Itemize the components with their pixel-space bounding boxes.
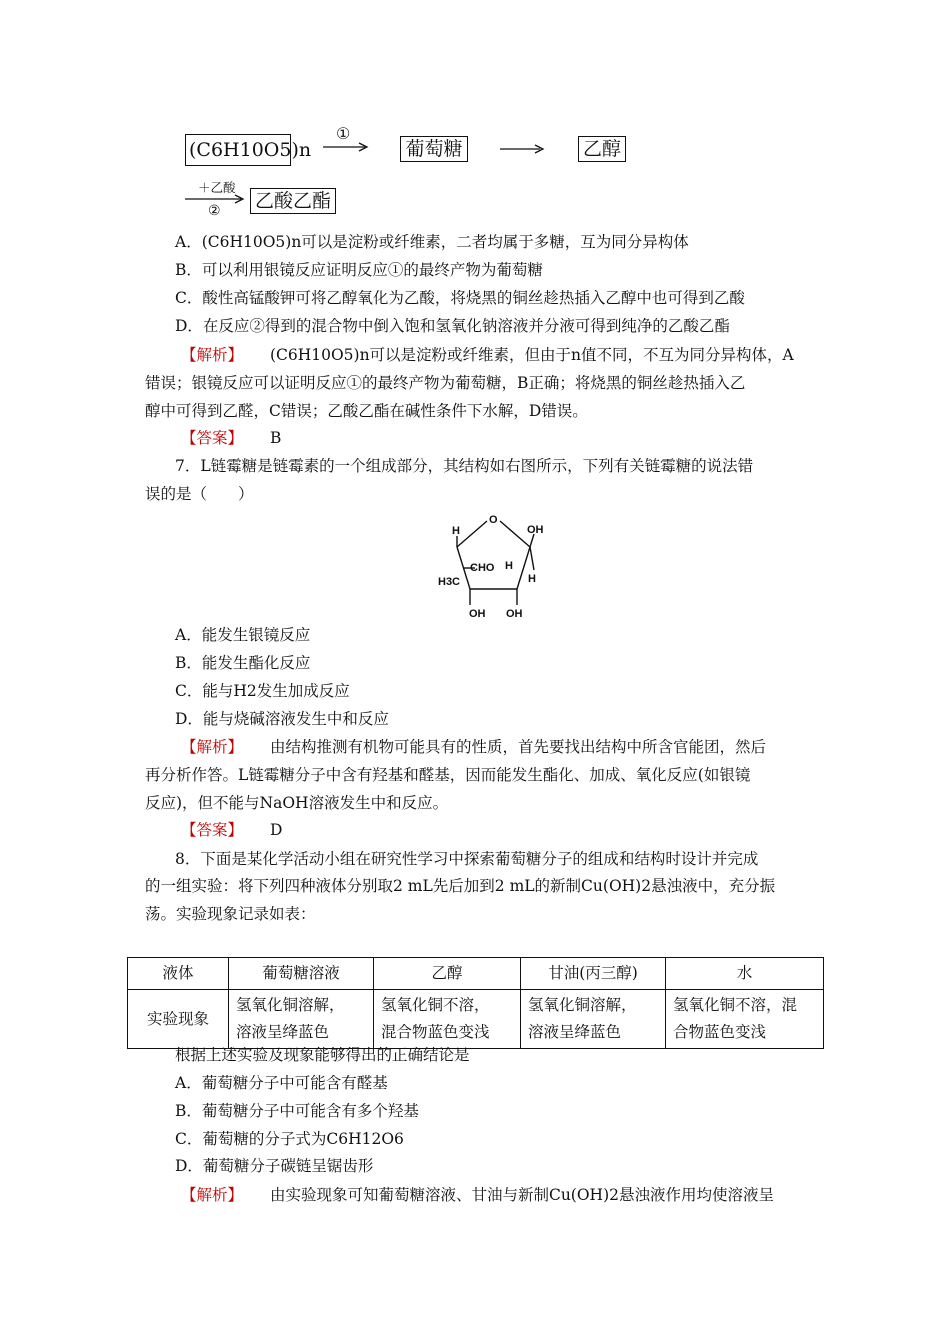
- q7-analysis-line-1: [181, 733, 766, 761]
- q7-analysis-text-1: 由结构推测有机物可能具有的性质，首先要找出结构中所含官能团，然后: [269, 738, 766, 756]
- table-cell: [666, 990, 824, 1049]
- ethanol-label: 乙醇: [582, 138, 621, 160]
- q7-stem-line-1: 7．L链霉糖是链霉素的一个组成部分，其结构如右图所示，下列有关链霉糖的说法错: [175, 457, 754, 475]
- q7-analysis-tag: 【解析】: [181, 738, 244, 756]
- table-cell: [229, 990, 374, 1049]
- q7-answer-line: [181, 816, 282, 844]
- oh-label-1: OH: [527, 524, 544, 536]
- cell-line: 合物蓝色变浅: [673, 1023, 767, 1041]
- q6-analysis-text-1: (C6H10O5)n可以是淀粉或纤维素，但由于n值不同，不互为同分异构体，A: [269, 346, 794, 364]
- q6-answer-line: [181, 424, 281, 452]
- experiment-table: [127, 957, 824, 1049]
- q7-answer: D: [269, 821, 283, 839]
- q7-stem-line-2: 误的是（ ）: [145, 485, 254, 503]
- q7-option-d: D．能与烧碱溶液发生中和反应: [175, 710, 389, 728]
- reactant-box: [185, 134, 312, 166]
- cell-line: 氢氧化铜溶解，: [528, 996, 637, 1014]
- streptose-structure: [430, 508, 560, 620]
- cell-line: 溶液呈绛蓝色: [528, 1023, 622, 1041]
- q7-answer-tag: 【答案】: [181, 821, 244, 839]
- ring-oxygen: O: [489, 514, 498, 526]
- q8-option-b: B．葡萄糖分子中可能含有多个羟基: [175, 1102, 419, 1120]
- q8-stem-line-1: 8．下面是某化学活动小组在研究性学习中探索葡萄糖分子的组成和结构时设计并完成: [175, 850, 759, 868]
- step2-reagent: ＋乙酸: [198, 180, 236, 195]
- glucose-box: [400, 136, 468, 162]
- q8-analysis-text: 由实验现象可知葡萄糖溶液、甘油与新制Cu(OH)2悬浊液作用均使溶液呈: [269, 1186, 774, 1204]
- cell-line: 氢氧化铜不溶，混: [673, 996, 798, 1014]
- q7-option-a: A．能发生银镜反应: [175, 626, 311, 644]
- q6-analysis-line-3: 醇中可得到乙醛，C错误；乙酸乙酯在碱性条件下水解，D错误。: [145, 402, 588, 420]
- q8-option-c: C．葡萄糖的分子式为C6H12O6: [175, 1130, 404, 1148]
- table-header-cell: 液体: [128, 958, 229, 990]
- cell-line: 氢氧化铜溶解，: [236, 996, 345, 1014]
- table-cell: [521, 990, 666, 1049]
- h-label-3: H: [528, 573, 536, 585]
- table-row: [128, 990, 824, 1049]
- q7-analysis-line-3: 反应)，但不能与NaOH溶液发生中和反应。: [145, 794, 449, 812]
- reactant-formula: (C6H10O5)n: [189, 139, 312, 161]
- q8-analysis-line-1: [181, 1181, 774, 1209]
- table-header-cell: 水: [666, 958, 824, 990]
- table-header-row: [128, 958, 824, 990]
- q8-stem-line-3: 荡。实验现象记录如表：: [145, 905, 316, 923]
- h3c-label: H3C: [438, 576, 461, 588]
- q7-option-c: C．能与H2发生加成反应: [175, 682, 350, 700]
- q8-conclusion: 根据上述实验及现象能够得出的正确结论是: [175, 1046, 470, 1064]
- q6-option-a: A．(C6H10O5)n可以是淀粉或纤维素，二者均属于多糖，互为同分异构体: [175, 233, 689, 251]
- h-label-1: H: [452, 525, 460, 537]
- table-header-cell: 葡萄糖溶液: [229, 958, 374, 990]
- q6-analysis-line-2: 错误；银镜反应可以证明反应①的最终产物为葡萄糖，B正确；将烧黑的铜丝趁热插入乙: [145, 374, 746, 392]
- q8-analysis-tag: 【解析】: [181, 1186, 244, 1204]
- cell-line: 溶液呈绛蓝色: [236, 1023, 330, 1041]
- oh-label-2: OH: [469, 608, 486, 620]
- step1-label: ①: [336, 124, 351, 143]
- q7-analysis-line-2: 再分析作答。L链霉糖分子中含有羟基和醛基，因而能发生酯化、加成、氧化反应(如银镜: [145, 766, 751, 784]
- table-header-cell: 乙醇: [374, 958, 521, 990]
- q6-option-d: D．在反应②得到的混合物中倒入饱和氢氧化钠溶液并分液可得到纯净的乙酸乙酯: [175, 317, 730, 335]
- arrow-to-ethanol: [500, 142, 548, 156]
- ester-box: [250, 188, 336, 214]
- step2-label: ②: [208, 203, 221, 219]
- q6-answer-tag: 【答案】: [181, 429, 244, 447]
- q7-option-b: B．能发生酯化反应: [175, 654, 311, 672]
- q8-option-d: D．葡萄糖分子碳链呈锯齿形: [175, 1157, 374, 1175]
- q6-answer: B: [269, 429, 282, 447]
- oh-label-3: OH: [506, 608, 523, 620]
- table-header-cell: 甘油(丙三醇): [521, 958, 666, 990]
- q6-analysis-line-1: [181, 341, 794, 369]
- q8-option-a: A．葡萄糖分子中可能含有醛基: [175, 1074, 388, 1092]
- table-cell: [374, 990, 521, 1049]
- cho-label: CHO: [470, 562, 495, 574]
- q6-option-c: C．酸性高锰酸钾可将乙醇氧化为乙酸，将烧黑的铜丝趁热插入乙醇中也可得到乙酸: [175, 289, 745, 307]
- q6-analysis-tag: 【解析】: [181, 346, 244, 364]
- q8-stem-line-2: 的一组实验：将下列四种液体分别取2 mL先后加到2 mL的新制Cu(OH)2悬浊液中，充分振: [145, 877, 776, 895]
- ethanol-box: [578, 136, 626, 162]
- cell-line: 混合物蓝色变浅: [381, 1023, 490, 1041]
- h-label-2: H: [505, 560, 513, 572]
- ester-label: 乙酸乙酯: [254, 190, 331, 212]
- table-row-label: 实验现象: [128, 990, 229, 1049]
- cell-line: 氢氧化铜不溶，: [381, 996, 490, 1014]
- glucose-label: 葡萄糖: [405, 138, 463, 160]
- q6-option-b: B．可以利用银镜反应证明反应①的最终产物为葡萄糖: [175, 261, 543, 279]
